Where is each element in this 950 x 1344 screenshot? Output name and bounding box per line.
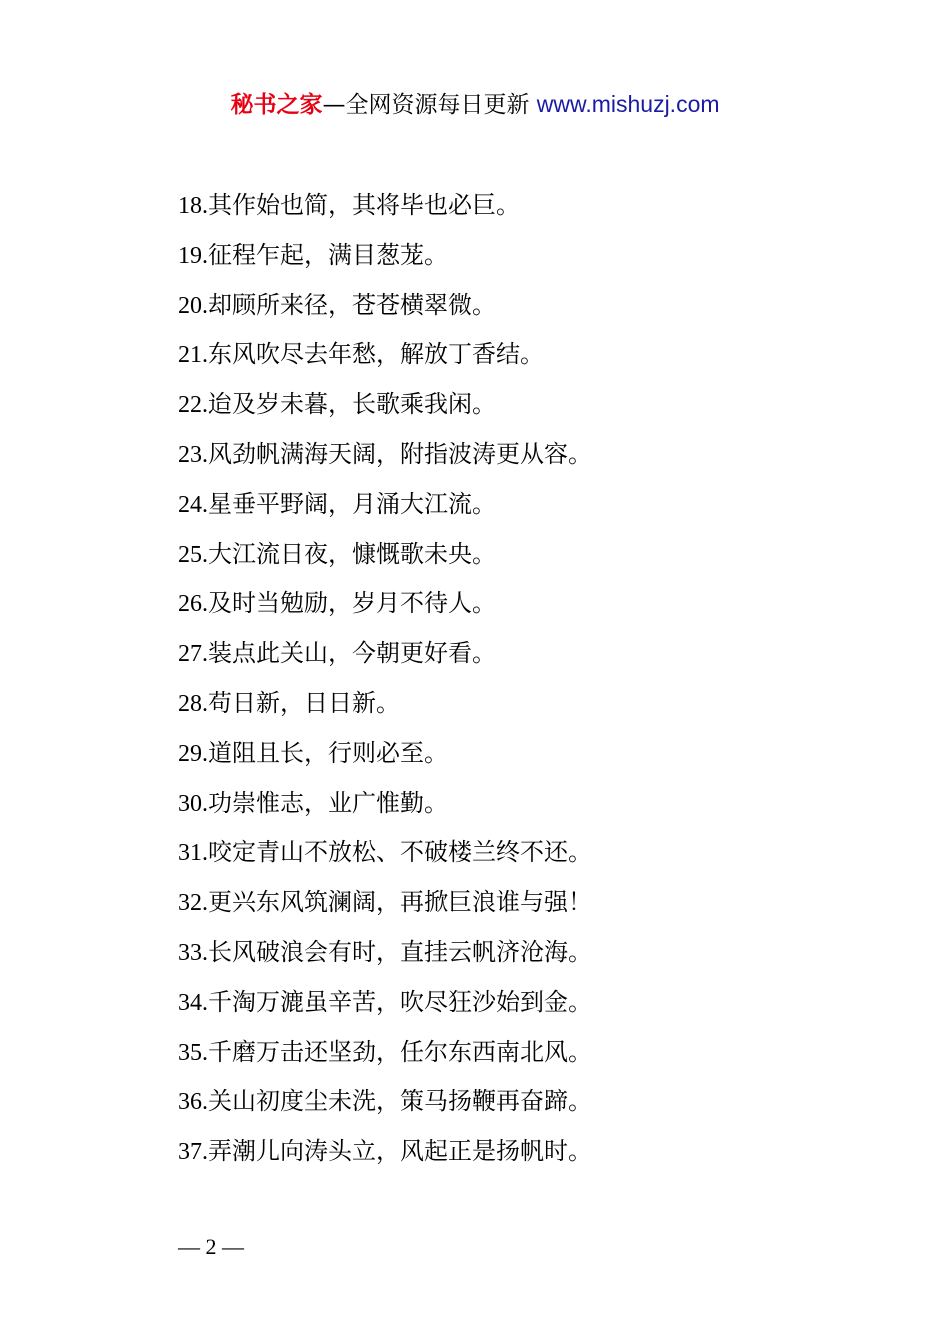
item-text: 装点此关山，今朝更好看。 — [208, 639, 496, 668]
item-number: 29. — [178, 740, 208, 767]
item-number: 34. — [178, 989, 208, 1016]
item-number: 32. — [178, 890, 208, 917]
item-text: 道阻且长，行则必至。 — [208, 738, 448, 767]
item-number: 24. — [178, 491, 208, 518]
list-item — [178, 336, 592, 386]
item-text: 千磨万击还坚劲，任尔东西南北风。 — [208, 1037, 592, 1066]
list-item — [178, 237, 592, 287]
item-text: 弄潮儿向涛头立，风起正是扬帆时。 — [208, 1137, 592, 1166]
item-number: 30. — [178, 790, 208, 817]
list-item — [178, 685, 592, 735]
item-number: 35. — [178, 1039, 208, 1066]
item-text: 苟日新，日日新。 — [208, 688, 400, 717]
item-number: 19. — [178, 242, 208, 269]
list-item — [178, 635, 592, 685]
list-item — [178, 486, 592, 536]
list-item — [178, 536, 592, 586]
item-text: 大江流日夜，慷慨歌未央。 — [208, 539, 496, 568]
list-item — [178, 735, 592, 785]
item-number: 37. — [178, 1139, 208, 1166]
list-item — [178, 287, 592, 337]
item-text: 却顾所来径，苍苍横翠微。 — [208, 290, 496, 319]
item-text: 东风吹尽去年愁，解放丁香结。 — [208, 340, 544, 369]
item-text: 征程乍起，满目葱茏。 — [208, 240, 448, 269]
item-number: 27. — [178, 641, 208, 668]
page-header — [0, 86, 950, 123]
header-slogan: —全网资源每日更新 — [322, 92, 530, 118]
item-number: 18. — [178, 193, 208, 219]
list-item — [178, 436, 592, 486]
item-number: 26. — [178, 591, 208, 618]
item-text: 迨及岁未暮，长歌乘我闲。 — [208, 390, 496, 419]
item-text: 星垂平野阔，月涌大江流。 — [208, 489, 496, 518]
item-number: 20. — [178, 292, 208, 319]
item-number: 31. — [178, 840, 208, 867]
item-number: 33. — [178, 939, 208, 966]
list-item — [178, 1034, 592, 1084]
item-number: 22. — [178, 392, 208, 419]
item-number: 21. — [178, 342, 208, 369]
page-number: — 2 — — [178, 1234, 244, 1259]
website-url[interactable]: www.mishuzj.com — [536, 91, 720, 117]
item-number: 25. — [178, 541, 208, 568]
item-text: 及时当勉励，岁月不待人。 — [208, 589, 496, 618]
brand-name: 秘书之家 — [230, 92, 323, 118]
item-text: 长风破浪会有时，直挂云帆济沧海。 — [208, 937, 592, 966]
item-text: 关山初度尘未洗，策马扬鞭再奋蹄。 — [208, 1087, 592, 1116]
list-item — [178, 1133, 592, 1183]
list-item — [178, 934, 592, 984]
item-text: 风劲帆满海天阔，附指波涛更从容。 — [208, 439, 592, 468]
item-text: 功崇惟志，业广惟勤。 — [208, 788, 448, 817]
list-item — [178, 984, 592, 1034]
list-item — [178, 785, 592, 835]
item-text: 其作始也简，其将毕也必巨。 — [208, 191, 520, 219]
list-item — [178, 187, 592, 237]
list-item — [178, 585, 592, 635]
item-text: 更兴东风筑澜阔，再掀巨浪谁与强！ — [208, 888, 592, 917]
item-number: 36. — [178, 1089, 208, 1116]
list-item — [178, 1083, 592, 1133]
item-text: 千淘万漉虽辛苦，吹尽狂沙始到金。 — [208, 987, 592, 1016]
list-item — [178, 884, 592, 934]
item-text: 咬定青山不放松、不破楼兰终不还。 — [208, 838, 592, 867]
item-number: 23. — [178, 441, 208, 468]
item-number: 28. — [178, 690, 208, 717]
list-item — [178, 834, 592, 884]
list-item — [178, 386, 592, 436]
quote-list — [178, 187, 592, 1183]
